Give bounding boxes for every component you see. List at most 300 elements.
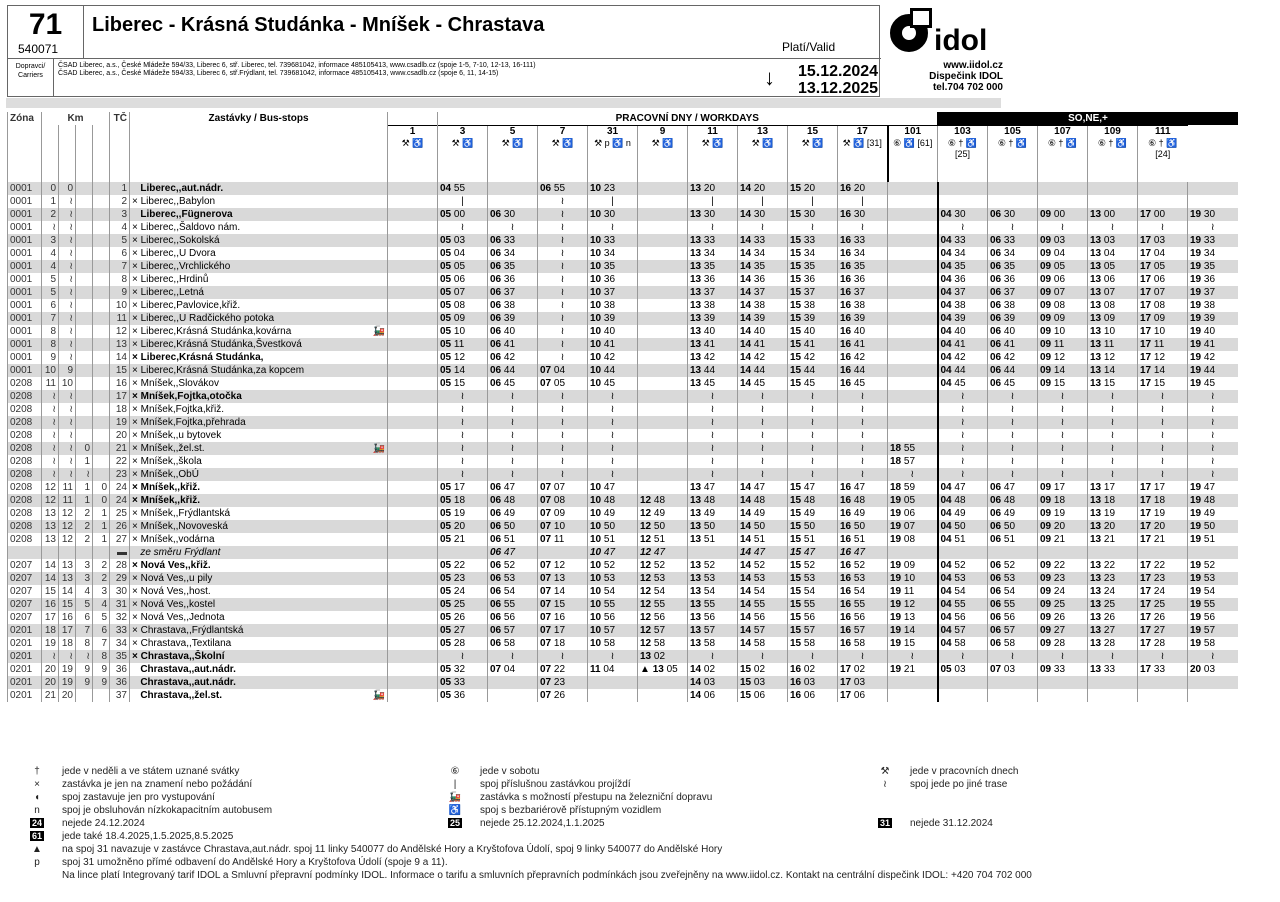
time-cell: 15 37 bbox=[788, 286, 838, 299]
legend-text: zastávka je jen na znamení nebo požádání bbox=[62, 779, 253, 790]
time-cell: 06 58 bbox=[488, 637, 538, 650]
time-cell: 04 34 bbox=[938, 247, 988, 260]
time-cell: 07 04 bbox=[538, 364, 588, 377]
time-cell: 04 38 bbox=[938, 299, 988, 312]
km-cell: ≀ bbox=[42, 650, 59, 663]
time-cell: 06 39 bbox=[488, 312, 538, 325]
time-cell: ≀ bbox=[488, 390, 538, 403]
time-cell: ≀ bbox=[538, 247, 588, 260]
km-cell: 20 bbox=[42, 676, 59, 689]
trip-number: 31 bbox=[588, 125, 638, 138]
time-cell: 19 10 bbox=[888, 572, 938, 585]
time-cell: 13 12 bbox=[1088, 351, 1138, 364]
time-cell bbox=[638, 390, 688, 403]
time-cell: 14 57 bbox=[738, 624, 788, 637]
stop-number: 23 bbox=[110, 468, 130, 481]
km-cell: ≀ bbox=[59, 273, 76, 286]
legend-text: spoj s bezbariérově přístupným vozidlem bbox=[480, 805, 662, 816]
km-cell bbox=[76, 299, 93, 312]
time-cell: 16 50 bbox=[838, 520, 888, 533]
km-cell bbox=[93, 403, 110, 416]
time-cell bbox=[638, 182, 688, 195]
zone-cell: 0207 bbox=[8, 585, 42, 598]
time-cell: 13 54 bbox=[688, 585, 738, 598]
time-cell: 17 20 bbox=[1138, 520, 1188, 533]
time-cell: ≀ bbox=[938, 390, 988, 403]
stop-name: × Chrastava,,Školní bbox=[130, 650, 388, 663]
time-cell: 10 52 bbox=[588, 559, 638, 572]
time-cell: ≀ bbox=[438, 650, 488, 663]
time-cell: 06 55 bbox=[488, 598, 538, 611]
spacer bbox=[388, 112, 438, 125]
km-cell: 12 bbox=[42, 481, 59, 494]
km-cell: 3 bbox=[76, 559, 93, 572]
time-cell: 13 19 bbox=[1088, 507, 1138, 520]
stop-name: × Liberec,,U Dvora bbox=[130, 247, 388, 260]
time-cell: ▲ 13 05 bbox=[638, 663, 688, 676]
km-cell: 9 bbox=[42, 351, 59, 364]
time-cell: | bbox=[588, 195, 638, 208]
time-cell: 07 05 bbox=[538, 377, 588, 390]
zone-cell: 0208 bbox=[8, 520, 42, 533]
zone-cell: 0208 bbox=[8, 377, 42, 390]
time-cell: ≀ bbox=[538, 260, 588, 273]
time-cell: 13 35 bbox=[688, 260, 738, 273]
legend-symbol: ⚒ bbox=[880, 766, 890, 777]
blank bbox=[42, 138, 59, 182]
km-cell: 9 bbox=[76, 676, 93, 689]
time-cell bbox=[888, 312, 938, 325]
time-cell: 17 24 bbox=[1138, 585, 1188, 598]
time-cell: ≀ bbox=[1088, 416, 1138, 429]
time-cell bbox=[1138, 182, 1188, 195]
time-cell: 18 57 bbox=[888, 455, 938, 468]
logo-web[interactable]: www.iidol.cz bbox=[943, 60, 1003, 71]
table-row bbox=[8, 481, 1238, 494]
legend-text: spoj jede po jiné trase bbox=[910, 779, 1008, 790]
time-cell: 09 05 bbox=[1038, 260, 1088, 273]
time-cell bbox=[638, 247, 688, 260]
separator-bar bbox=[6, 98, 1001, 108]
time-cell: 16 41 bbox=[838, 338, 888, 351]
km-cell: 0 bbox=[76, 442, 93, 455]
time-cell: 06 52 bbox=[988, 559, 1038, 572]
km-cell: ≀ bbox=[42, 403, 59, 416]
time-cell: ≀ bbox=[538, 221, 588, 234]
stop-number: 15 bbox=[110, 364, 130, 377]
time-cell: | bbox=[788, 195, 838, 208]
time-cell: 17 00 bbox=[1138, 208, 1188, 221]
time-cell: 15 30 bbox=[788, 208, 838, 221]
spacer bbox=[388, 663, 438, 676]
time-cell: 16 42 bbox=[838, 351, 888, 364]
stop-name: × Liberec,,Vrchlického bbox=[130, 260, 388, 273]
zone-cell: 0001 bbox=[8, 208, 42, 221]
km-cell bbox=[76, 351, 93, 364]
time-cell: 17 09 bbox=[1138, 312, 1188, 325]
spacer bbox=[388, 182, 438, 195]
time-cell: 09 21 bbox=[1038, 533, 1088, 546]
stop-name: Chrastava,,aut.nádr. bbox=[130, 663, 388, 676]
time-cell bbox=[488, 676, 538, 689]
time-cell: ≀ bbox=[1188, 650, 1238, 663]
trip-notes: ⚒ ♿ bbox=[388, 138, 438, 182]
time-cell: 15 33 bbox=[788, 234, 838, 247]
km-cell: 2 bbox=[76, 533, 93, 546]
time-cell: 10 55 bbox=[588, 598, 638, 611]
time-cell: 16 47 bbox=[838, 481, 888, 494]
spacer bbox=[388, 260, 438, 273]
time-cell: 04 53 bbox=[938, 572, 988, 585]
time-cell: 14 06 bbox=[688, 689, 738, 702]
time-cell: 06 38 bbox=[988, 299, 1038, 312]
time-cell: 19 11 bbox=[888, 585, 938, 598]
zone-cell: 0207 bbox=[8, 598, 42, 611]
km-cell bbox=[76, 260, 93, 273]
time-cell: 13 36 bbox=[688, 273, 738, 286]
time-cell: 09 00 bbox=[1038, 208, 1088, 221]
spacer bbox=[388, 312, 438, 325]
time-cell: 04 36 bbox=[938, 273, 988, 286]
time-cell: 11 04 bbox=[588, 663, 638, 676]
km-cell: ≀ bbox=[59, 195, 76, 208]
spacer bbox=[388, 689, 438, 702]
time-cell: 09 15 bbox=[1038, 377, 1088, 390]
blank bbox=[110, 125, 130, 138]
blank bbox=[110, 138, 130, 182]
trip-number: 17 bbox=[838, 125, 888, 138]
train-icon: 🚂 bbox=[372, 326, 385, 337]
km-cell: 4 bbox=[76, 585, 93, 598]
stop-number: 12 bbox=[110, 325, 130, 338]
km-cell: ≀ bbox=[59, 650, 76, 663]
km-cell bbox=[76, 247, 93, 260]
time-cell: 06 56 bbox=[988, 611, 1038, 624]
time-cell: 04 47 bbox=[938, 481, 988, 494]
km-cell: 18 bbox=[42, 624, 59, 637]
time-cell: 04 45 bbox=[938, 377, 988, 390]
time-cell: 06 42 bbox=[988, 351, 1038, 364]
km-cell: 9 bbox=[76, 663, 93, 676]
stop-number: 14 bbox=[110, 351, 130, 364]
time-cell: 05 32 bbox=[438, 663, 488, 676]
blank bbox=[93, 125, 110, 138]
table-row bbox=[8, 416, 1238, 429]
zone-cell: 0207 bbox=[8, 559, 42, 572]
time-cell: 04 40 bbox=[938, 325, 988, 338]
stop-name: × Mníšek,,u bytovek bbox=[130, 429, 388, 442]
time-cell bbox=[988, 195, 1038, 208]
trip-notes: ⚒ ♿ bbox=[788, 138, 838, 182]
km-cell bbox=[93, 182, 110, 195]
time-cell: 19 57 bbox=[1188, 624, 1238, 637]
time-cell: 06 40 bbox=[988, 325, 1038, 338]
blank bbox=[8, 138, 42, 182]
time-cell: ≀ bbox=[488, 416, 538, 429]
time-cell: 04 55 bbox=[938, 598, 988, 611]
time-cell: 14 35 bbox=[738, 260, 788, 273]
km-cell: ≀ bbox=[59, 338, 76, 351]
time-cell: 06 57 bbox=[988, 624, 1038, 637]
stop-number: 30 bbox=[110, 585, 130, 598]
time-cell: ≀ bbox=[938, 416, 988, 429]
time-cell: 16 37 bbox=[838, 286, 888, 299]
legend-text: spoj je obsluhován nízkokapacitním autobusem bbox=[62, 805, 273, 816]
time-cell: ≀ bbox=[988, 403, 1038, 416]
spacer bbox=[388, 208, 438, 221]
time-cell: 16 44 bbox=[838, 364, 888, 377]
stop-name: × Mníšek,,křiž. bbox=[130, 481, 388, 494]
stop-number: 29 bbox=[110, 572, 130, 585]
time-cell: ≀ bbox=[1088, 221, 1138, 234]
time-cell: ≀ bbox=[1038, 416, 1088, 429]
time-cell: 16 06 bbox=[788, 689, 838, 702]
time-cell: 14 52 bbox=[738, 559, 788, 572]
time-cell: 05 18 bbox=[438, 494, 488, 507]
time-cell: ≀ bbox=[1038, 442, 1088, 455]
time-cell: ≀ bbox=[1088, 429, 1138, 442]
time-cell: 09 07 bbox=[1038, 286, 1088, 299]
table-row bbox=[8, 208, 1238, 221]
time-cell: ≀ bbox=[538, 650, 588, 663]
time-cell: 05 20 bbox=[438, 520, 488, 533]
time-cell: 06 42 bbox=[488, 351, 538, 364]
stop-name: × Liberec,,U Radčického potoka bbox=[130, 312, 388, 325]
time-cell bbox=[1038, 689, 1088, 702]
time-cell: 06 47 bbox=[988, 481, 1038, 494]
time-cell: ≀ bbox=[688, 650, 738, 663]
table-row bbox=[8, 676, 1238, 689]
time-cell bbox=[638, 481, 688, 494]
table-row bbox=[8, 234, 1238, 247]
zone-cell bbox=[8, 546, 42, 559]
time-cell: ≀ bbox=[438, 455, 488, 468]
time-cell: 19 06 bbox=[888, 507, 938, 520]
time-cell: ≀ bbox=[1038, 221, 1088, 234]
km-cell: ≀ bbox=[59, 403, 76, 416]
time-cell: ≀ bbox=[438, 390, 488, 403]
legend-text: spoj zastavuje jen pro vystupování bbox=[62, 792, 215, 803]
stop-name: × Liberec,,Letná bbox=[130, 286, 388, 299]
spacer bbox=[388, 377, 438, 390]
time-cell bbox=[1188, 546, 1238, 559]
time-cell: 19 05 bbox=[888, 494, 938, 507]
time-cell: 05 07 bbox=[438, 286, 488, 299]
legend-note bbox=[22, 856, 448, 869]
time-cell: ≀ bbox=[538, 390, 588, 403]
km-cell: 13 bbox=[59, 559, 76, 572]
time-cell: ≀ bbox=[838, 429, 888, 442]
time-cell bbox=[638, 364, 688, 377]
time-cell: 14 33 bbox=[738, 234, 788, 247]
stop-number: 24 bbox=[110, 494, 130, 507]
time-cell: 09 10 bbox=[1038, 325, 1088, 338]
time-cell: 13 56 bbox=[688, 611, 738, 624]
table-row bbox=[8, 533, 1238, 546]
legend-note bbox=[22, 869, 1032, 882]
km-cell: ≀ bbox=[59, 234, 76, 247]
stop-number: 10 bbox=[110, 299, 130, 312]
legend-symbol: ⑥ bbox=[450, 766, 460, 777]
stop-number: 5 bbox=[110, 234, 130, 247]
time-cell: 04 49 bbox=[938, 507, 988, 520]
km-cell bbox=[93, 689, 110, 702]
km-cell: ≀ bbox=[59, 416, 76, 429]
time-cell: ≀ bbox=[1088, 455, 1138, 468]
time-cell: 09 11 bbox=[1038, 338, 1088, 351]
carrier-1: ČSAD Liberec, a.s., České Mládeže 594/33, Liberec 6, stř. Liberec, tel. 739681042, informace 485105413, www.csadlb.cz (spoje 1-5, 7-10, 12-13, 16-111) bbox=[58, 62, 536, 69]
table-row bbox=[8, 338, 1238, 351]
legend-symbol: ◖ bbox=[33, 792, 41, 803]
time-cell: 13 05 bbox=[1088, 260, 1138, 273]
spacer bbox=[388, 585, 438, 598]
km-cell: 11 bbox=[59, 494, 76, 507]
time-cell: 17 28 bbox=[1138, 637, 1188, 650]
time-cell: ≀ bbox=[688, 442, 738, 455]
time-cell bbox=[1088, 689, 1138, 702]
time-cell: 13 15 bbox=[1088, 377, 1138, 390]
km-cell bbox=[93, 338, 110, 351]
time-cell: 05 17 bbox=[438, 481, 488, 494]
time-cell: ≀ bbox=[1038, 429, 1088, 442]
km-cell: 2 bbox=[76, 507, 93, 520]
spacer bbox=[388, 637, 438, 650]
time-cell: ≀ bbox=[688, 221, 738, 234]
time-cell: 13 48 bbox=[688, 494, 738, 507]
time-cell: ≀ bbox=[1038, 455, 1088, 468]
km-cell: 2 bbox=[93, 572, 110, 585]
trip-notes: ⑥ † ♿ [25] bbox=[938, 138, 988, 182]
time-cell: 10 57 bbox=[588, 624, 638, 637]
km-cell: 8 bbox=[93, 650, 110, 663]
time-cell: 10 45 bbox=[588, 377, 638, 390]
time-cell bbox=[938, 546, 988, 559]
km-cell bbox=[76, 182, 93, 195]
km-cell: 1 bbox=[76, 455, 93, 468]
zone-cell: 0201 bbox=[8, 637, 42, 650]
time-cell: 13 33 bbox=[1088, 663, 1138, 676]
time-cell bbox=[638, 260, 688, 273]
time-cell: 13 33 bbox=[688, 234, 738, 247]
time-cell: 06 57 bbox=[488, 624, 538, 637]
time-cell bbox=[988, 689, 1038, 702]
km-cell: 20 bbox=[59, 689, 76, 702]
time-cell bbox=[1088, 676, 1138, 689]
time-cell: 14 50 bbox=[738, 520, 788, 533]
time-cell: ≀ bbox=[1088, 403, 1138, 416]
time-cell: ≀ bbox=[1138, 403, 1188, 416]
time-cell: 17 04 bbox=[1138, 247, 1188, 260]
time-cell: 13 07 bbox=[1088, 286, 1138, 299]
time-cell: 15 48 bbox=[788, 494, 838, 507]
time-cell: 10 23 bbox=[588, 182, 638, 195]
trip-number: 111 bbox=[1138, 125, 1188, 138]
zone-cell: 0201 bbox=[8, 624, 42, 637]
time-cell: 10 54 bbox=[588, 585, 638, 598]
time-cell bbox=[638, 286, 688, 299]
spacer bbox=[388, 520, 438, 533]
time-cell: ≀ bbox=[588, 442, 638, 455]
time-cell: ≀ bbox=[538, 442, 588, 455]
time-cell: 05 14 bbox=[438, 364, 488, 377]
time-cell: 19 51 bbox=[1188, 533, 1238, 546]
km-cell: 10 bbox=[59, 377, 76, 390]
validity-dates bbox=[798, 63, 878, 97]
stop-name: × Mníšek,Fojtka,přehrada bbox=[130, 416, 388, 429]
km-cell bbox=[76, 273, 93, 286]
time-cell: 10 44 bbox=[588, 364, 638, 377]
table-row bbox=[8, 442, 1238, 455]
trip-number: 3 bbox=[438, 125, 488, 138]
time-cell: ≀ bbox=[488, 429, 538, 442]
time-cell: 05 19 bbox=[438, 507, 488, 520]
time-cell: 06 56 bbox=[488, 611, 538, 624]
spacer bbox=[388, 247, 438, 260]
zone-cell: 0001 bbox=[8, 221, 42, 234]
stop-number: 7 bbox=[110, 260, 130, 273]
time-cell: 07 03 bbox=[988, 663, 1038, 676]
time-cell: 10 34 bbox=[588, 247, 638, 260]
time-cell: 09 22 bbox=[1038, 559, 1088, 572]
legend-text: nejede 25.12.2024,1.1.2025 bbox=[480, 818, 605, 829]
time-cell bbox=[988, 546, 1038, 559]
time-cell: 09 04 bbox=[1038, 247, 1088, 260]
time-cell: ≀ bbox=[588, 403, 638, 416]
time-cell: 15 44 bbox=[788, 364, 838, 377]
time-cell: | bbox=[838, 195, 888, 208]
time-cell: ≀ bbox=[538, 338, 588, 351]
time-cell: 13 40 bbox=[688, 325, 738, 338]
time-cell: 16 36 bbox=[838, 273, 888, 286]
time-cell: ≀ bbox=[988, 429, 1038, 442]
spacer bbox=[388, 364, 438, 377]
table-row bbox=[8, 390, 1238, 403]
time-cell bbox=[638, 468, 688, 481]
stop-name: × Liberec,Krásná Studánka, bbox=[130, 351, 388, 364]
stop-number: 20 bbox=[110, 429, 130, 442]
time-cell: 06 53 bbox=[988, 572, 1038, 585]
time-cell: 12 49 bbox=[638, 507, 688, 520]
trip-notes: ⑥ † ♿ bbox=[1038, 138, 1088, 182]
time-cell: 13 06 bbox=[1088, 273, 1138, 286]
time-cell: 05 12 bbox=[438, 351, 488, 364]
table-row bbox=[8, 650, 1238, 663]
time-cell bbox=[638, 325, 688, 338]
time-cell: 14 48 bbox=[738, 494, 788, 507]
km-cell: 15 bbox=[59, 598, 76, 611]
time-cell: 16 53 bbox=[838, 572, 888, 585]
km-cell bbox=[93, 455, 110, 468]
time-cell: 06 51 bbox=[488, 533, 538, 546]
time-cell: 13 42 bbox=[688, 351, 738, 364]
km-cell: 3 bbox=[93, 585, 110, 598]
time-cell: 06 41 bbox=[488, 338, 538, 351]
time-cell: 10 56 bbox=[588, 611, 638, 624]
time-cell bbox=[1038, 195, 1088, 208]
stop-number: 36 bbox=[110, 676, 130, 689]
time-cell: 10 42 bbox=[588, 351, 638, 364]
time-cell: 06 53 bbox=[488, 572, 538, 585]
time-cell: ≀ bbox=[538, 195, 588, 208]
time-cell bbox=[938, 195, 988, 208]
stop-number: 35 bbox=[110, 650, 130, 663]
time-cell: 19 56 bbox=[1188, 611, 1238, 624]
time-cell bbox=[638, 442, 688, 455]
km-cell: 13 bbox=[59, 572, 76, 585]
time-cell: ≀ bbox=[1038, 403, 1088, 416]
time-cell bbox=[1088, 195, 1138, 208]
stop-name: × Mníšek,Fojtka,křiž. bbox=[130, 403, 388, 416]
